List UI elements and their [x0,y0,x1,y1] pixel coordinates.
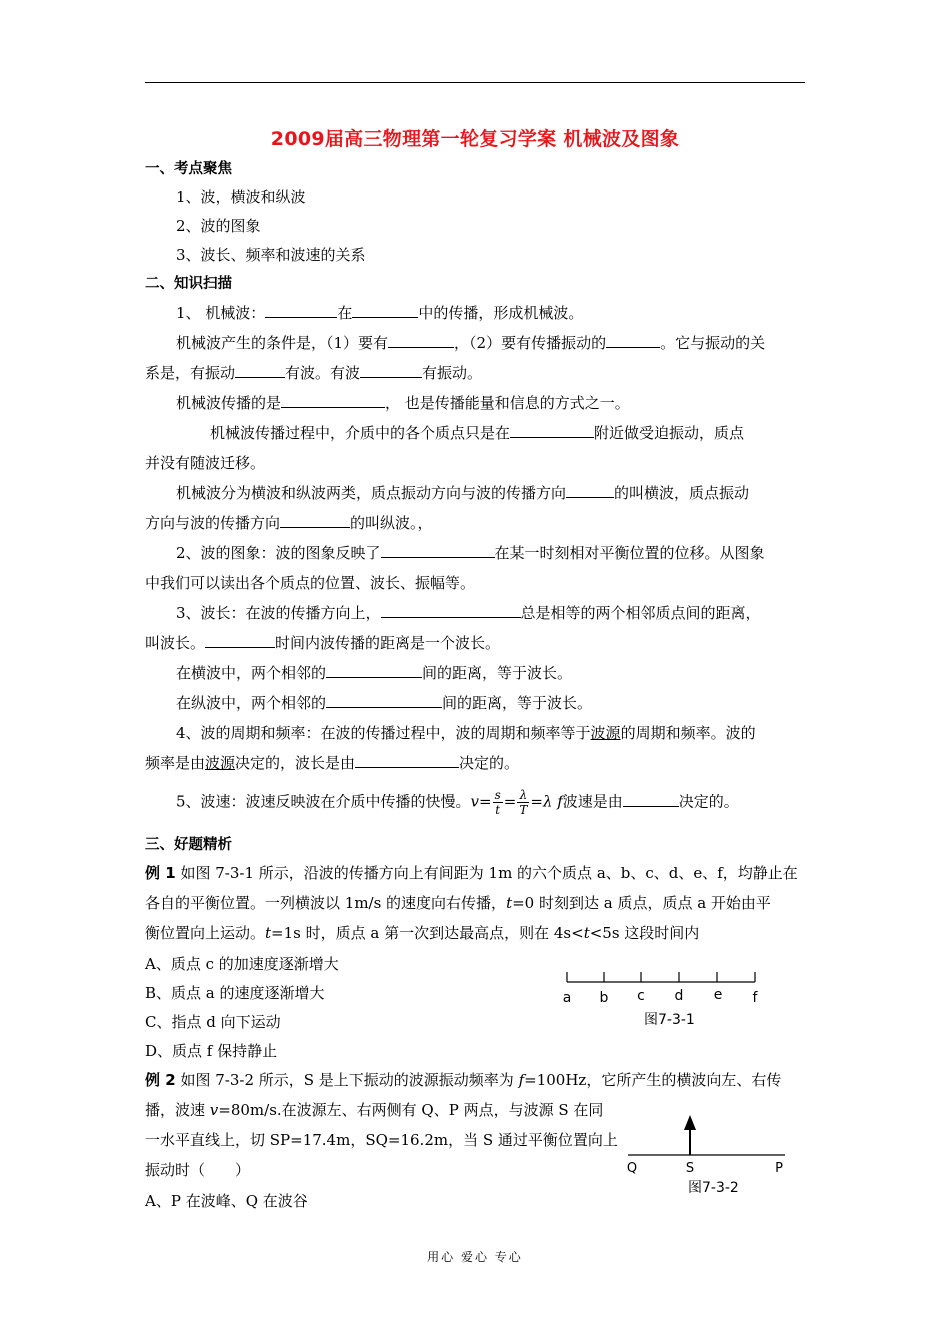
knowledge-line: 中我们可以读出各个质点的位置、波长、振幅等。 [145,574,476,592]
section-3-heading: 三、好题精析 [145,837,232,853]
knowledge-line: 机械波产生的条件是，（1）要有 ，（2）要有传播振动的 。它与振动的关 [176,334,766,352]
knowledge-line: 机械波传播过程中，介质中的各个质点只是在 附近做受迫振动，质点 [210,424,745,442]
knowledge-line: 并没有随波迁移。 [145,454,266,472]
focus-item-1: 1、波，横波和纵波 [176,188,306,206]
page-footer: 用心 爱心 专心 [427,1250,523,1264]
point-label-f: f [752,990,758,1006]
knowledge-line: 机械波传播的是 ， 也是传播能量和信息的方式之一。 [176,394,630,412]
fraction-lambda-over-T: $\frac{\lambda}{T}$ [519,788,528,817]
figure-7-3-2 [620,1110,800,1200]
point-label-c: c [637,988,645,1004]
knowledge-line: 频率是由波源决定的，波长是由 决定的。 [145,754,520,772]
example-1-line: 例 1 如图 7-3-1 所示，沿波的传播方向上有间距为 1m 的六个质点 a、b、c、d、e、f，均静止在 [145,864,798,882]
point-label-s: S [685,1161,695,1176]
example-1-line: 各自的平衡位置。一列横波以 1m/s 的速度向右传播，t=0 时刻到达 a 质点，质点 a 开始由平 [145,894,771,912]
knowledge-line: 系是，有振动 有波。有波 有振动。 [145,364,483,382]
point-label-q: Q [626,1161,638,1176]
knowledge-line: 叫波长。 时间内波传播的距离是一个波长。 [145,634,501,652]
arrow-head-icon [684,1115,696,1130]
knowledge-line: 3、波长：在波的传播方向上， 总是相等的两个相邻质点间的距离， [176,604,761,622]
focus-item-3: 3、波长、频率和波速的关系 [176,246,366,264]
focus-item-2: 2、波的图象 [176,217,261,235]
point-label-e: e [713,987,723,1003]
knowledge-line: 1、 机械波： 在 中的传播，形成机械波。 [176,304,584,322]
knowledge-line: 2、波的图象：波的图象反映了 在某一时刻相对平衡位置的位移。从图象 [176,544,765,562]
point-label-a: a [562,990,572,1006]
document-title: 2009届高三物理第一轮复习学案 机械波及图象 [270,128,680,150]
figure-7-3-1 [555,962,775,1034]
option-c: C、指点 d 向下运动 [145,1013,281,1031]
figure-caption: 图7-3-1 [644,1012,695,1028]
knowledge-line: 机械波分为横波和纵波两类，质点振动方向与波的传播方向 的叫横波，质点振动 [176,484,750,502]
option-b: B、质点 a 的速度逐渐增大 [145,984,325,1002]
option-d: D、质点 f 保持静止 [145,1042,278,1060]
option-a: A、P 在波峰、Q 在波谷 [145,1192,308,1210]
section-2-heading: 二、知识扫描 [145,276,232,292]
header-rule [145,82,805,83]
example-1-line: 衡位置向上运动。t=1s 时，质点 a 第一次到达最高点，则在 4s<t<5s 这段时间内 [145,924,700,942]
example-2-line: 一水平直线上，切 SP=17.4m，SQ=16.2m，当 S 通过平衡位置向上 [145,1131,618,1149]
wave-speed-formula-line: 5、波速：波速反映波在介质中传播的快慢。v= $\frac{s}{t}$ = $\frac{\lambda}{T}$ =λ f波速是由 决定的。 [176,788,739,817]
example-2-line: 例 2 如图 7-3-2 所示，S 是上下振动的波源振动频率为 f=100Hz，它所产生的横波向左、右传 [145,1071,782,1089]
point-label-p: P [775,1161,783,1176]
point-label-d: d [674,988,684,1004]
point-label-b: b [599,990,609,1006]
figure-caption: 图7-3-2 [688,1180,739,1196]
example-2-line: 播，波速 v=80m/s.在波源左、右两侧有 Q、P 两点，与波源 S 在同 [145,1101,604,1119]
knowledge-line: 方向与波的传播方向 的叫纵波。， [145,514,433,532]
knowledge-line: 在纵波中，两个相邻的 间的距离，等于波长。 [176,694,593,712]
knowledge-line: 在横波中，两个相邻的 间的距离，等于波长。 [176,664,573,682]
example-2-line: 振动时（ ） [145,1161,251,1179]
fraction-s-over-t: $\frac{s}{t}$ [494,788,501,817]
section-1-heading: 一、考点聚焦 [145,161,232,177]
option-a: A、质点 c 的加速度逐渐增大 [145,955,339,973]
knowledge-line: 4、波的周期和频率：在波的传播过程中，波的周期和频率等于波源的周期和频率。波的 [176,724,756,742]
